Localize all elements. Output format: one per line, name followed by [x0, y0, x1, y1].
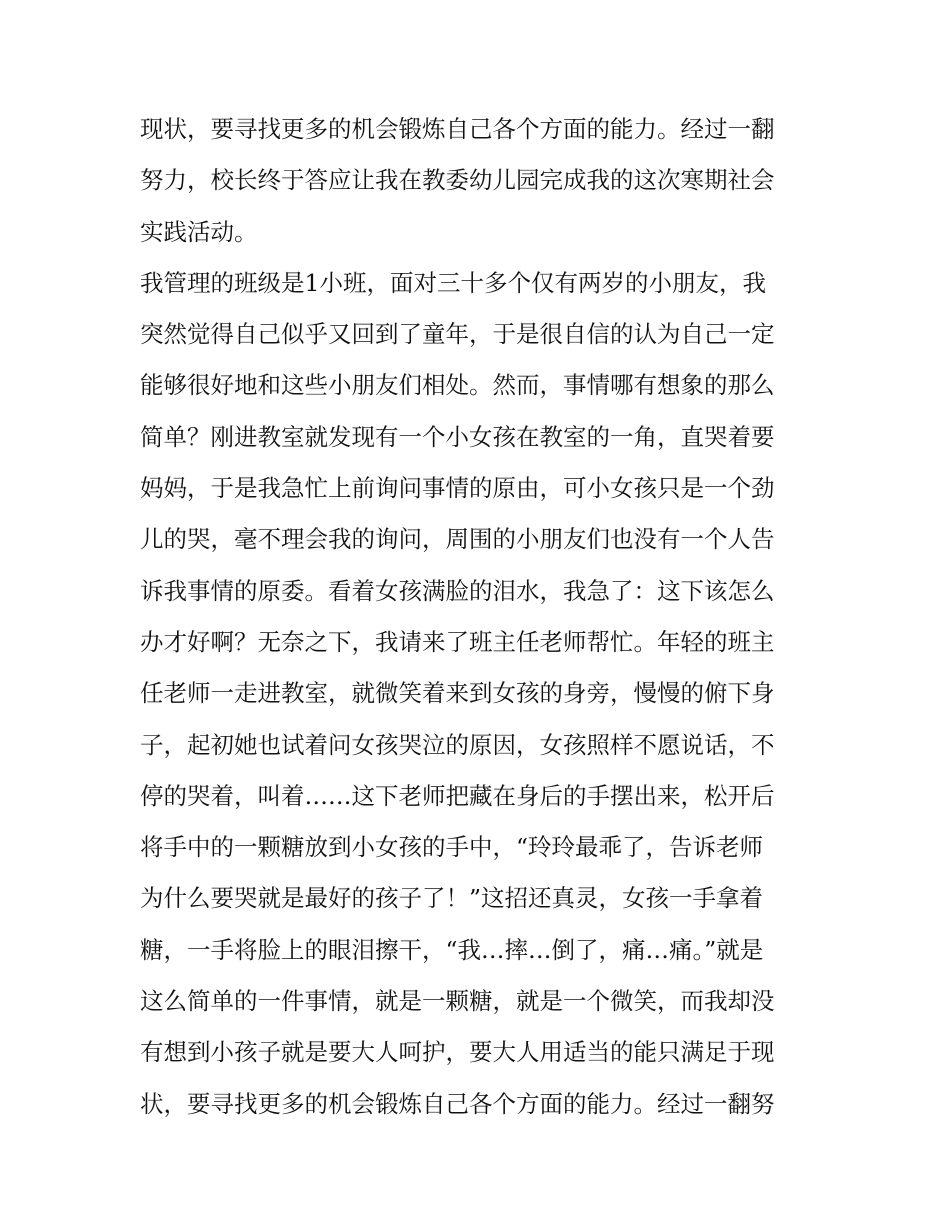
text-line: 有想到小孩子就是要大人呵护，要大人用适当的能只满足于现	[140, 1038, 775, 1067]
text-line: 努力，校长终于答应让我在教委幼儿园完成我的这次寒期社会	[140, 166, 775, 195]
text-line: 办才好啊？无奈之下，我请来了班主任老师帮忙。年轻的班主	[140, 627, 775, 656]
text-line: 任老师一走进教室，就微笑着来到女孩的身旁，慢慢的俯下身	[140, 679, 775, 708]
text-line: 突然觉得自己似乎又回到了童年，于是很自信的认为自己一定	[140, 320, 775, 349]
text-line: 能够很好地和这些小朋友们相处。然而，事情哪有想象的那么	[140, 371, 775, 400]
text-line: 停的哭着，叫着……这下老师把藏在身后的手摆出来，松开后	[140, 781, 775, 810]
text-line: 状，要寻找更多的机会锻炼自己各个方面的能力。经过一翻努	[140, 1089, 775, 1118]
text-line: 我管理的班级是1小班，面对三十多个仅有两岁的小朋友，我	[140, 268, 766, 297]
body-text	[140, 104, 820, 1130]
text-line: 简单？刚进教室就发现有一个小女孩在教室的一角，直哭着要	[140, 422, 775, 451]
text-line: 实践活动。	[140, 217, 258, 246]
text-line: 这么简单的一件事情，就是一颗糖，就是一个微笑，而我却没	[140, 987, 775, 1016]
text-line: 妈妈，于是我急忙上前询问事情的原由，可小女孩只是一个劲	[140, 474, 775, 503]
text-line: 糖，一手将脸上的眼泪擦干，“我…摔…倒了，痛…痛。”就是	[140, 935, 764, 964]
text-line: 诉我事情的原委。看着女孩满脸的泪水，我急了：这下该怎么	[140, 576, 775, 605]
text-line: 为什么要哭就是最好的孩子了！”这招还真灵，女孩一手拿着	[140, 884, 764, 913]
text-line: 现状，要寻找更多的机会锻炼自己各个方面的能力。经过一翻	[140, 115, 775, 143]
text-line: 儿的哭，毫不理会我的询问，周围的小朋友们也没有一个人告	[140, 525, 775, 554]
text-line: 将手中的一颗糖放到小女孩的手中，“玲玲最乖了，告诉老师	[140, 833, 764, 862]
text-line: 子，起初她也试着问女孩哭泣的原因，女孩照样不愿说话，不	[140, 730, 775, 759]
